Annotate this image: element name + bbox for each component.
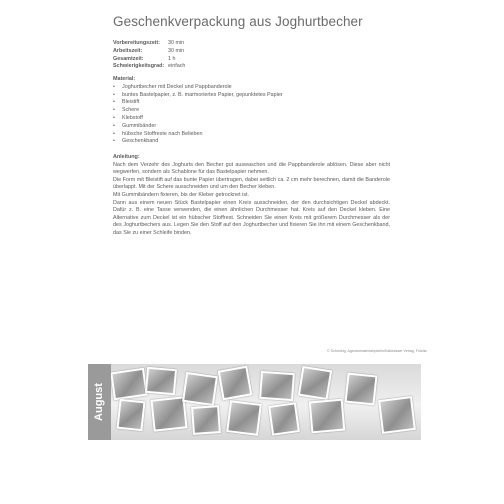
collage-photo xyxy=(117,399,146,432)
list-item xyxy=(113,115,283,123)
instruction-paragraph: Dann aus einem neuen Stück Bastelpapier einen Kreis ausschneiden, der den durchsichtigen Deckel abdeckt. Dafür z. B. eine Tasse verwenden, die einen ähnlichen Durchmesser hat. Kreis auf den Deckel kleben. Eine Alternative zum Deckel ist ein hübscher Stoffrest. Schneiden Sie einen Kreis mit größerem Durchmesser als der des Joghurtbechers aus. Legen Sie den Stoff auf den Joghurtbecher und fixieren Sie ihn mit einem Geschenkband, das Sie zu einer Schleife binden. xyxy=(113,199,390,236)
list-item xyxy=(113,131,283,139)
meta-value: 1 h xyxy=(168,55,176,62)
material-text: Joghurtbecher mit Deckel und Pappbanderole xyxy=(122,83,232,90)
bullet-icon: • xyxy=(113,91,115,98)
instruction-paragraph: Mit Gummibändern fixieren, bis der Kleber getrocknet ist. xyxy=(113,191,250,198)
bullet-icon: • xyxy=(113,107,115,114)
material-text: Schere xyxy=(122,107,140,114)
collage-photo xyxy=(182,372,218,406)
list-item xyxy=(113,107,283,115)
material-text: Bleistift xyxy=(122,99,140,106)
collage-photo xyxy=(298,366,332,400)
photo-image xyxy=(270,404,297,433)
meta-row xyxy=(113,48,185,56)
meta-row xyxy=(113,56,185,64)
photo-strip xyxy=(88,364,421,440)
month-band xyxy=(88,364,111,440)
list-item xyxy=(113,138,283,146)
bullet-icon: • xyxy=(113,130,115,137)
meta-value: 30 min xyxy=(168,47,185,54)
meta-label: Arbeitszeit: xyxy=(113,47,143,54)
materials-heading: Material: xyxy=(113,76,136,82)
collage-photo xyxy=(378,396,416,434)
meta-label: Gesamtzeit: xyxy=(113,55,144,62)
meta-row xyxy=(113,40,185,48)
meta-label: Schwierigkeitsgrad: xyxy=(113,63,165,70)
materials-list xyxy=(113,84,283,146)
photo-image xyxy=(193,407,219,433)
collage-photo xyxy=(268,402,300,436)
material-text: Gummibänder xyxy=(122,122,157,129)
materials-section xyxy=(113,76,283,146)
list-item xyxy=(113,92,283,100)
photo-image xyxy=(311,401,343,432)
instruction-paragraph: Nach dem Verzehr des Joghurts den Becher gut auswaschen und die Pappbanderole ablösen. Diese aber nicht wegwerfen, sondern als Schablone für das Bastelpapier nehmen. xyxy=(113,161,390,176)
instructions-body xyxy=(113,162,390,238)
photo-image xyxy=(380,398,413,431)
collage-photo xyxy=(345,373,378,406)
photo-image xyxy=(228,402,259,433)
photo-image xyxy=(261,373,293,399)
photo-image xyxy=(112,370,145,398)
instructions-heading: Anleitung: xyxy=(113,154,140,160)
bullet-icon: • xyxy=(113,114,115,121)
material-text: buntes Bastelpapier, z. B. marmoriertes Papier, gepunktetes Papier xyxy=(122,91,283,98)
collage-photo xyxy=(145,367,177,396)
collage-photo xyxy=(218,366,253,401)
list-item xyxy=(113,123,283,131)
meta-label: Vorbereitungszeit: xyxy=(113,40,160,46)
photo-image xyxy=(220,368,250,398)
collage-photo xyxy=(259,371,295,401)
instructions-section xyxy=(113,154,390,238)
photo-image xyxy=(347,375,376,404)
material-text: Geschenkband xyxy=(122,138,159,145)
list-item xyxy=(113,84,283,92)
photo-image xyxy=(153,399,186,430)
collage-photo xyxy=(309,399,346,434)
bullet-icon: • xyxy=(113,122,115,129)
collage-photo xyxy=(191,405,221,435)
collage-photo xyxy=(110,368,148,400)
page-title: Geschenkverpackung aus Joghurtbecher xyxy=(113,14,363,29)
meta-row xyxy=(113,63,185,71)
material-text: Klebstoff xyxy=(122,114,143,121)
bullet-icon: • xyxy=(113,99,115,106)
list-item xyxy=(113,99,283,107)
meta-value: einfach xyxy=(168,63,186,70)
instruction-paragraph: Die Form mit Bleistift auf das bunte Papier übertragen, dabei seitlich ca. 2 cm mehr berechnen, damit die Banderole überlappt. Mit der Schere ausschneiden und um den Becher kleben. xyxy=(113,176,390,191)
collage-photo xyxy=(226,400,262,436)
photo-image xyxy=(119,401,144,429)
photo-image xyxy=(147,369,175,393)
bullet-icon: • xyxy=(113,138,115,145)
material-text: hübsche Stoffreste nach Belieben xyxy=(122,130,203,137)
photo-image xyxy=(184,374,215,404)
photo-credits: © Schöning, Agenturmaterial/pixelio/Kaltwasser Verlag, Fotolia xyxy=(327,349,427,353)
meta-info xyxy=(113,40,185,71)
meta-value: 30 min xyxy=(168,40,185,46)
photo-image xyxy=(300,368,330,398)
month-label: August xyxy=(93,383,105,421)
bullet-icon: • xyxy=(113,83,115,90)
